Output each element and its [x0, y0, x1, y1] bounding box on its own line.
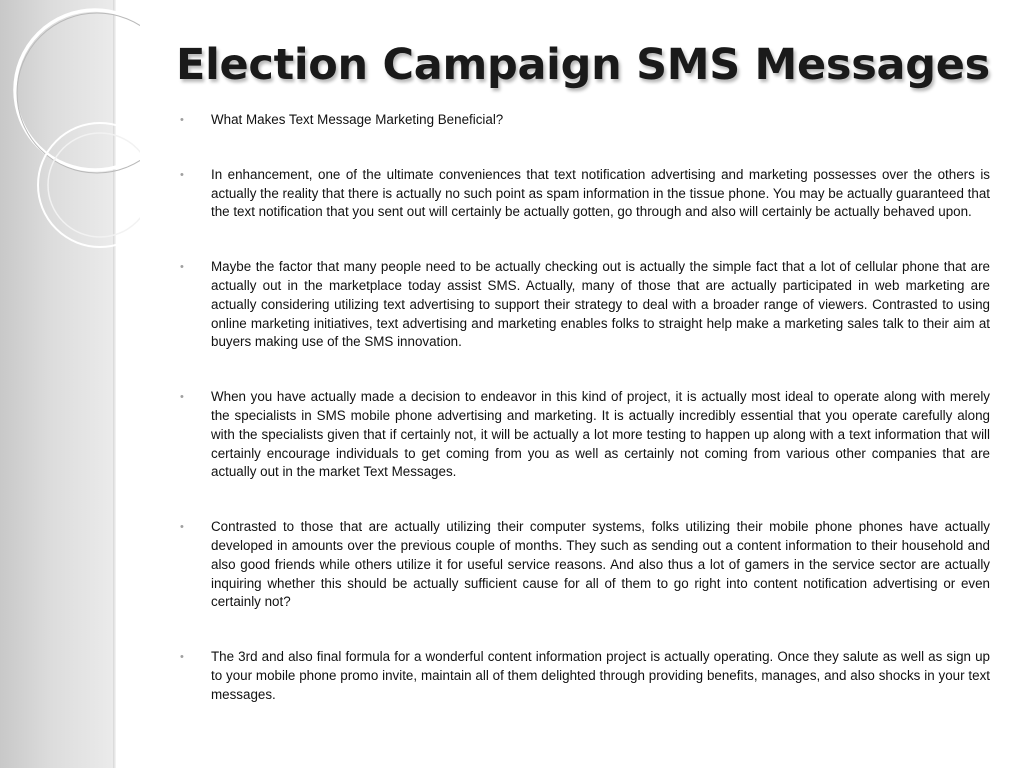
- bullet-dot: •: [180, 261, 184, 274]
- bullet-item: [178, 648, 990, 704]
- bullet-item: [178, 388, 990, 482]
- bullet-dot: •: [180, 521, 184, 534]
- bullet-item: [178, 258, 990, 352]
- bullet-dot: •: [180, 168, 184, 181]
- bullet-dot: •: [180, 651, 184, 664]
- bullet-item: [178, 518, 990, 612]
- bullet-item: [178, 166, 990, 222]
- decorative-circles: [0, 0, 140, 300]
- bullet-item: [178, 111, 990, 130]
- bullet-dot: •: [180, 114, 184, 126]
- bullet-text: What Makes Text Message Marketing Beneficial?: [211, 112, 504, 127]
- decorative-circle-small-inner: [48, 133, 140, 237]
- bullet-list: [178, 111, 990, 741]
- bullet-text: Contrasted to those that are actually utilizing their computer systems, folks utilizing their mobile phone phones have actually developed in amounts over the previous couple of months. They such as sending out a content information to their household and also good friends while others utilize it for useful service reasons. And also thus a lot of gamers in the service sector are actually inquiring whether this should be actually sufficient cause for all of them to go right into content notification advertising or even certainly not?: [211, 519, 990, 610]
- slide-title: Election Campaign SMS Messages: [176, 40, 990, 90]
- bullet-text: In enhancement, one of the ultimate conveniences that text notification advertising and marketing possesses over the others is actually the reality that there is actually no such point as spam information in the tissue phone. You may be actually guaranteed that the text notification that you sent out will certainly be actually gotten, go through and also will certainly be actually behaved upon.: [211, 166, 990, 220]
- bullet-text: Maybe the factor that many people need to be actually checking out is actually the simple fact that a lot of cellular phone that are actually out in the marketplace today assist SMS. Actually, many of those that are actually participated in web marketing are actually considering utilizing text advertising to support their strategy to deal with a broader range of viewers. Contrasted to using online marketing initiatives, text advertising and marketing enables folks to straight help make a marketing sales talk to their aim at buyers making use of the SMS innovation.: [211, 259, 990, 350]
- decorative-circle-large: [15, 10, 140, 170]
- bullet-text: When you have actually made a decision to endeavor in this kind of project, it is actually most ideal to operate along with merely the specialists in SMS mobile phone advertising and marketing. It is actually incredibly essential that you operate carefully along with the specialists given that if certainly not, it will be actually a lot more testing to happen up along with a text information that will certainly encourage individuals to get coming from you as well as certainly not coming from various other companies that are actually out in the market Text Messages.: [211, 389, 990, 480]
- bullet-dot: •: [180, 391, 184, 404]
- decorative-circle-small: [38, 123, 140, 247]
- bullet-text: The 3rd and also final formula for a wonderful content information project is actually operating. Once they salute as well as sign up to your mobile phone promo invite, maintain all of them delighted through providing benefits, manages, and also shocks in your text messages.: [211, 649, 990, 702]
